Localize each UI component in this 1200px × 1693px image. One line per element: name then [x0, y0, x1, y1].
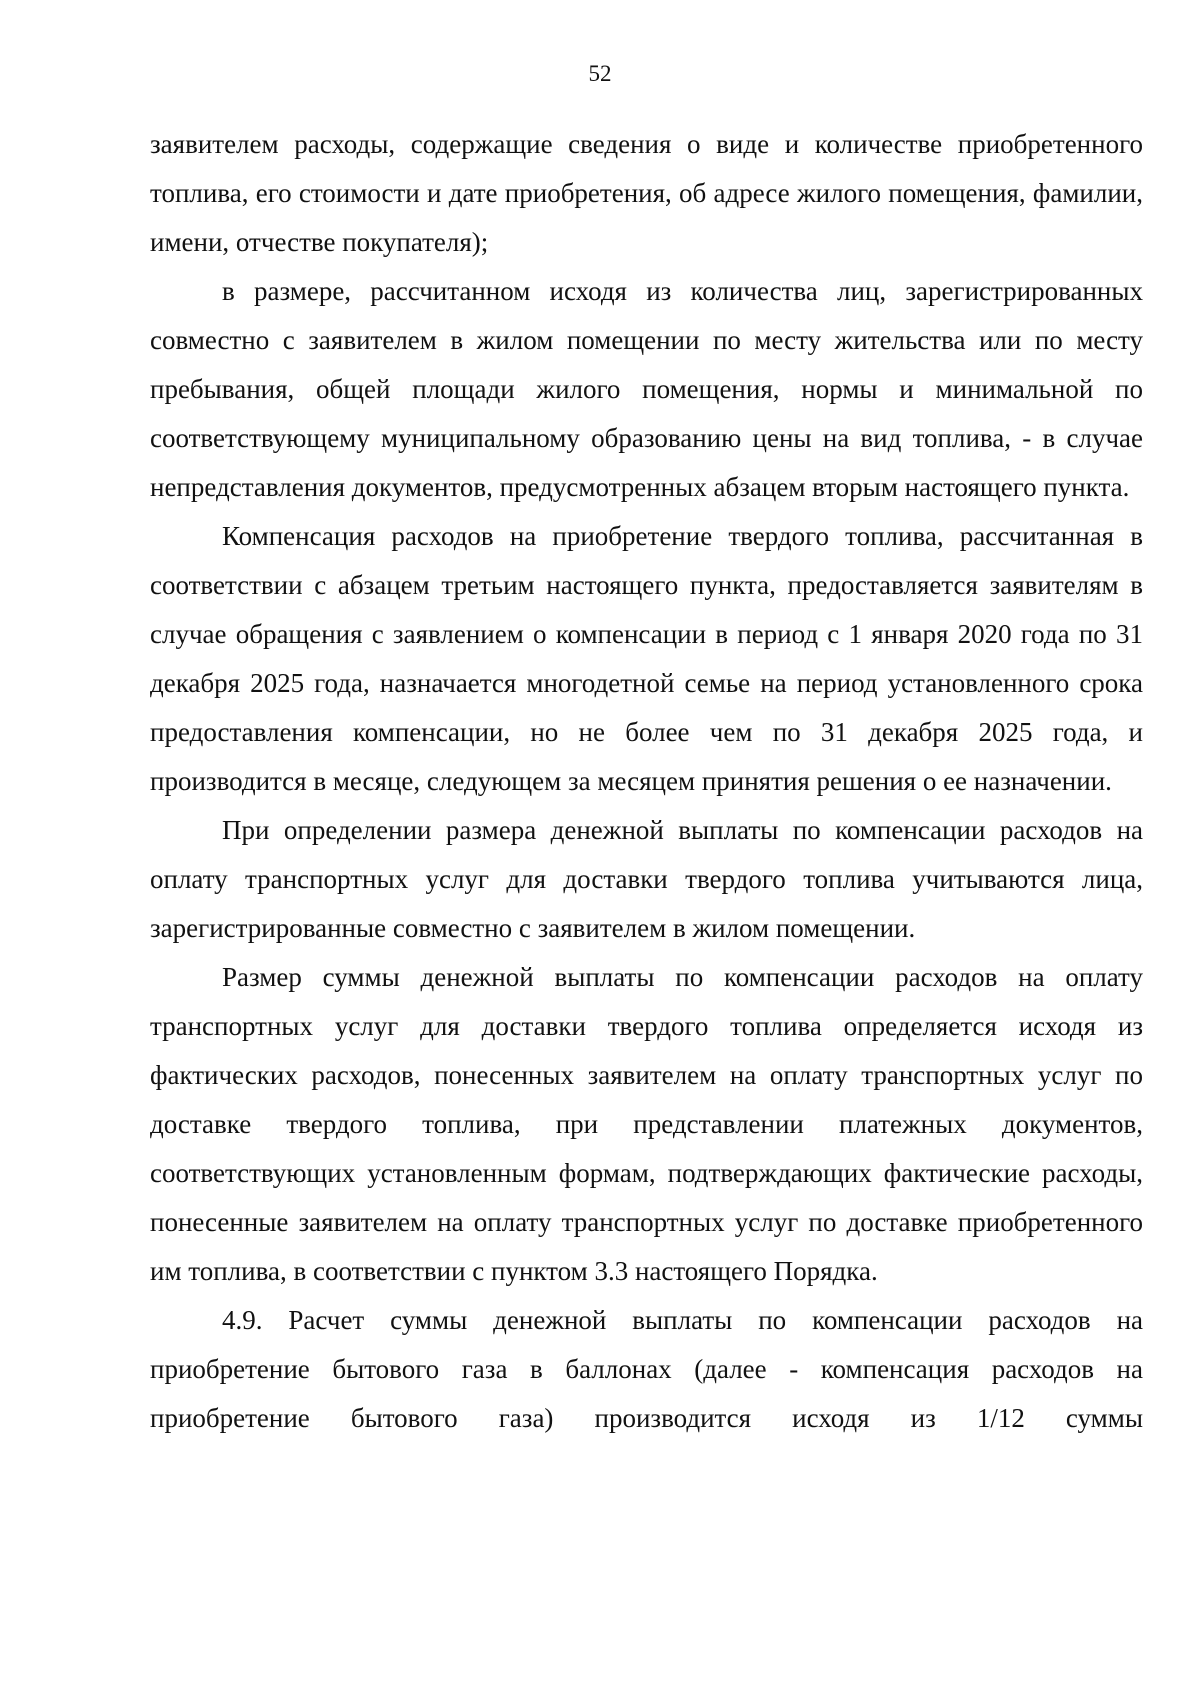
paragraph-continuation: заявителем расходы, содержащие сведения о виде и количестве приобретенного топлива, его стоимости и дате приобретения, об адресе жилого помещения, фамилии, имени, отчестве покупателя);	[150, 129, 1143, 257]
paragraph-transport-persons: При определении размера денежной выплаты по компенсации расходов на оплату транспортных услуг для доставки твердого топлива учитываются лица, зарегистрированные совместно с заявителем в жилом помещении.	[150, 815, 1143, 943]
paragraph-calculated-amount: в размере, рассчитанном исходя из количества лиц, зарегистрированных совместно с заявителем в жилом помещении по месту жительства или по месту пребывания, общей площади жилого помещения, нормы и минимальной по соответствующему муниципальному образованию цены на вид топлива, - в случае непредставления документов, предусмотренных абзацем вторым настоящего пункта.	[150, 276, 1143, 502]
document-body	[150, 120, 1143, 1443]
page-number: 52	[588, 61, 612, 86]
paragraph-transport-amount: Размер суммы денежной выплаты по компенсации расходов на оплату транспортных услуг для доставки твердого топлива определяется исходя из фактических расходов, понесенных заявителем на оплату транспортных услуг по доставке твердого топлива, при представлении платежных документов, соответствующих установленным формам, подтверждающих фактические расходы, понесенные заявителем на оплату транспортных услуг по доставке приобретенного им топлива, в соответствии с пунктом 3.3 настоящего Порядка.	[150, 962, 1143, 1286]
paragraph-solid-fuel-compensation: Компенсация расходов на приобретение твердого топлива, рассчитанная в соответствии с абзацем третьим настоящего пункта, предоставляется заявителям в случае обращения с заявлением о компенсации в период с 1 января 2020 года по 31 декабря 2025 года, назначается многодетной семье на период установленного срока предоставления компенсации, но не более чем по 31 декабря 2025 года, и производится в месяце, следующем за месяцем принятия решения о ее назначении.	[150, 521, 1143, 796]
paragraph-gas-calculation: 4.9. Расчет суммы денежной выплаты по компенсации расходов на приобретение бытового газа в баллонах (далее - компенсация расходов на приобретение бытового газа) производится исходя из 1/12 суммы	[150, 1305, 1143, 1433]
